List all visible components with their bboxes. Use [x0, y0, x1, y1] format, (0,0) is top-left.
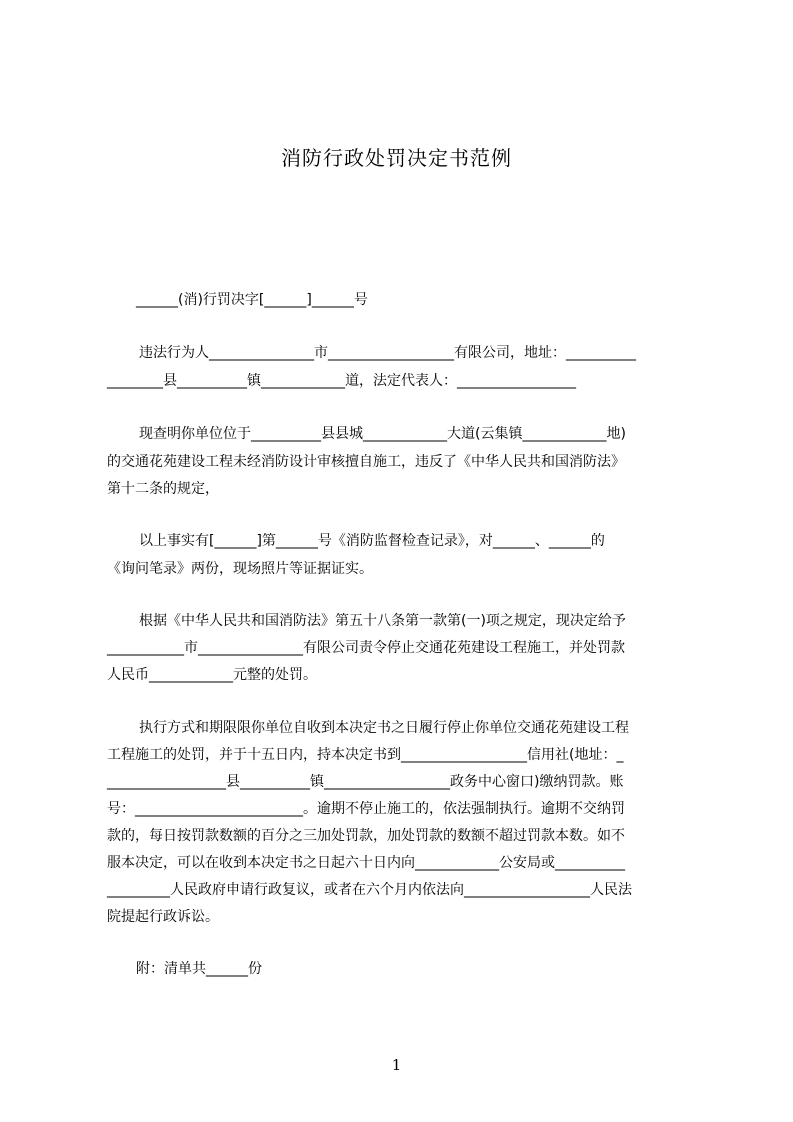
facts-line-2: 的交通花苑建设工程未经消防设计审核擅自施工，违反了《中华人民共和国消防法》	[107, 454, 625, 470]
execution-line-8: 院提起行政诉讼。	[107, 909, 219, 925]
attachment-line: 附：清单共______份	[136, 961, 262, 977]
document-title: 消防行政处罚决定书范例	[281, 146, 512, 170]
execution-line-5: 款的，每日按罚款数额的百分之三加处罚款，加处罚款的数额不超过罚款本数。如不	[107, 828, 625, 844]
evidence-line-1: 以上事实有[______]第______号《消防监督检查记录》，对______、______的	[139, 533, 605, 549]
execution-line-4: 号：________________________。逾期不停止施工的，依法强制执行。逾期不交纳罚	[107, 801, 625, 817]
basis-line-2: ___________市_______________有限公司责令停止交通花苑建设工程施工，并处罚款	[107, 640, 625, 656]
facts-line-1: 现查明你单位位于__________县县城____________大道(云集镇____________地)	[139, 426, 626, 442]
execution-line-3: _________________县__________镇__________________政务中心窗口)缴纳罚款。账	[107, 774, 624, 790]
execution-line-7: _________人民政府申请行政复议，或者在六个月内依法向__________________人民法	[107, 882, 632, 898]
offender-line-2: ________县__________镇____________道，法定代表人：_________________	[107, 373, 576, 389]
offender-line-1: 违法行为人_______________市__________________有限公司，地址：__________	[139, 345, 636, 361]
execution-line-1: 执行方式和期限限你单位自收到本决定书之日履行停止你单位交通花苑建设工程	[139, 720, 629, 736]
decision-number-line: ______(消)行罚决字[______]______号	[136, 292, 368, 308]
page-number: 1	[391, 1056, 402, 1074]
execution-line-2: 工程施工的处罚，并于十五日内，持本决定书到__________________信用社(地址：_	[107, 747, 624, 763]
facts-line-3: 第十二条的规定，	[107, 481, 219, 497]
execution-line-6: 服本决定，可以在收到本决定书之日起六十日内向____________公安局或__________	[107, 855, 625, 871]
basis-line-3: 人民币____________元整的处罚。	[107, 667, 317, 683]
basis-line-1: 根据《中华人民共和国消防法》第五十八条第一款第(一)项之规定，现决定给予	[139, 613, 626, 629]
evidence-line-2: 《询问笔录》两份，现场照片等证据证实。	[107, 561, 373, 577]
